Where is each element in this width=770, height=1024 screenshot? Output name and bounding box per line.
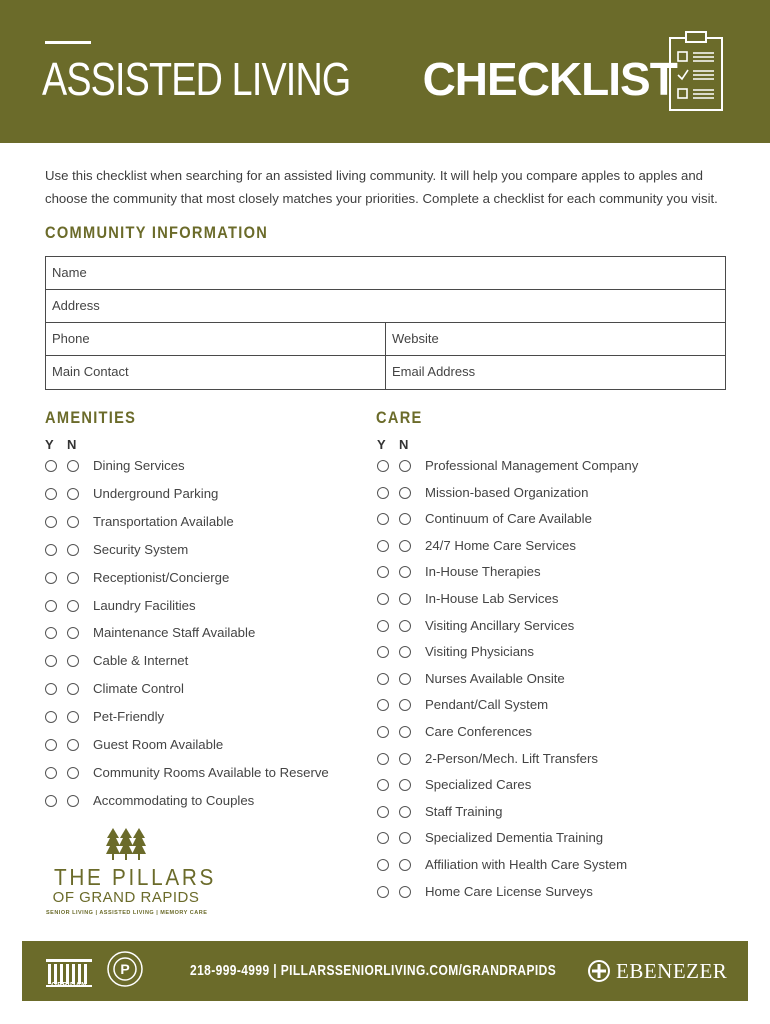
- yes-radio[interactable]: [45, 572, 57, 584]
- yes-radio[interactable]: [45, 460, 57, 472]
- ebenezer-logo: [588, 957, 727, 985]
- name-row: [46, 257, 725, 290]
- no-radio[interactable]: [67, 655, 79, 667]
- checklist-item-label: Security System: [93, 541, 189, 557]
- checklist-item-label: Pendant/Call System: [425, 697, 549, 713]
- yes-radio[interactable]: [377, 673, 389, 685]
- pillars-logo: [46, 828, 216, 923]
- no-radio[interactable]: [67, 516, 79, 528]
- checklist-item-label: Mission-based Organization: [425, 484, 589, 500]
- ebenezer-cross-icon: [588, 960, 610, 982]
- checklist-item-label: Dining Services: [93, 458, 185, 473]
- no-radio[interactable]: [399, 753, 411, 765]
- email-field[interactable]: Email Address: [392, 364, 476, 379]
- yes-radio[interactable]: [377, 726, 389, 738]
- no-radio[interactable]: [399, 566, 411, 578]
- checklist-item-label: Affiliation with Health Care System: [425, 857, 628, 872]
- checklist-item-label: 24/7 Home Care Services: [425, 537, 576, 553]
- no-radio[interactable]: [67, 795, 79, 807]
- main-contact-field[interactable]: Main Contact: [46, 356, 386, 389]
- yes-radio[interactable]: [45, 795, 57, 807]
- phone-website-row: [46, 323, 725, 356]
- no-radio[interactable]: [67, 544, 79, 556]
- contact-email-row: [46, 356, 725, 389]
- pine-trees-icon: [106, 828, 146, 860]
- no-radio[interactable]: [399, 699, 411, 711]
- checklist-item-label: Laundry Facilities: [93, 597, 196, 613]
- checklist-item-label: Staff Training: [425, 803, 503, 819]
- no-radio[interactable]: [399, 859, 411, 871]
- yes-radio[interactable]: [377, 540, 389, 552]
- pillars-name-line1: THE PILLARS: [54, 864, 216, 890]
- community-info-heading: COMMUNITY INFORMATION: [45, 223, 269, 242]
- yes-radio[interactable]: [377, 566, 389, 578]
- no-radio[interactable]: [399, 832, 411, 844]
- amenities-heading: AMENITIES: [45, 408, 137, 427]
- checklist-item-label: In-House Lab Services: [425, 591, 559, 606]
- no-radio[interactable]: [67, 627, 79, 639]
- no-radio[interactable]: [67, 460, 79, 472]
- checklist-item-label: Care Conferences: [425, 724, 533, 739]
- oppidan-label: OPPIDAN: [51, 982, 87, 989]
- no-radio[interactable]: [399, 593, 411, 605]
- clipboard-checklist-icon: [668, 30, 724, 112]
- amenities-n-header: N: [67, 437, 77, 452]
- checklist-item-label: Accommodating to Couples: [93, 792, 255, 808]
- checklist-item-label: Guest Room Available: [93, 737, 224, 752]
- intro-paragraph: Use this checklist when searching for an assisted living community. It will help you compare apples to apples and choose the community that most closely matches your priorities. Complete a checklist for each community you visit.: [45, 168, 718, 206]
- no-radio[interactable]: [67, 572, 79, 584]
- checklist-item-label: Pet-Friendly: [93, 709, 165, 725]
- pillars-seal-icon: [106, 950, 144, 988]
- no-radio[interactable]: [67, 767, 79, 779]
- yes-radio[interactable]: [377, 646, 389, 658]
- footer-banner: [22, 941, 748, 1001]
- no-radio[interactable]: [399, 646, 411, 658]
- no-radio[interactable]: [399, 779, 411, 791]
- address-row: [46, 290, 725, 323]
- care-n-header: N: [399, 437, 409, 452]
- website-field[interactable]: Website: [392, 331, 439, 346]
- no-radio[interactable]: [67, 711, 79, 723]
- page-title: [42, 52, 677, 108]
- no-radio[interactable]: [399, 620, 411, 632]
- phone-field[interactable]: Phone: [46, 323, 386, 355]
- yes-radio[interactable]: [377, 832, 389, 844]
- checklist-item-label: Continuum of Care Available: [425, 511, 592, 527]
- yes-radio[interactable]: [377, 779, 389, 791]
- care-heading: CARE: [376, 408, 423, 427]
- checklist-item-label: Receptionist/Concierge: [93, 569, 230, 585]
- checklist-item-label: Nurses Available Onsite: [425, 670, 565, 686]
- yes-radio[interactable]: [377, 593, 389, 605]
- yes-radio[interactable]: [45, 711, 57, 723]
- no-radio[interactable]: [399, 886, 411, 898]
- checklist-item-label: Specialized Dementia Training: [425, 830, 604, 846]
- header-rule: [45, 41, 91, 44]
- checklist-item-label: Visiting Physicians: [425, 644, 534, 660]
- checklist-item-label: 2-Person/Mech. Lift Transfers: [425, 750, 598, 766]
- title-light: ASSISTED LIVING: [42, 53, 351, 105]
- yes-radio[interactable]: [377, 620, 389, 632]
- yes-radio[interactable]: [377, 460, 389, 472]
- ebenezer-wordmark: EBENEZER: [616, 958, 728, 983]
- checklist-item-label: Cable & Internet: [93, 653, 189, 669]
- checklist-item-label: Specialized Cares: [425, 777, 532, 793]
- name-field[interactable]: Name: [52, 265, 87, 280]
- checklist-item-label: In-House Therapies: [425, 564, 541, 580]
- pillars-tagline: SENIOR LIVING | ASSISTED LIVING | MEMORY CARE: [46, 910, 208, 916]
- yes-radio[interactable]: [45, 627, 57, 639]
- community-info-table: [45, 256, 726, 390]
- yes-radio[interactable]: [45, 739, 57, 751]
- header-banner: [0, 0, 770, 143]
- checklist-item-label: Climate Control: [93, 681, 184, 697]
- no-radio[interactable]: [399, 806, 411, 818]
- no-radio[interactable]: [67, 488, 79, 500]
- checklist-item-label: Professional Management Company: [425, 458, 639, 473]
- yes-radio[interactable]: [45, 544, 57, 556]
- no-radio[interactable]: [67, 739, 79, 751]
- no-radio[interactable]: [399, 513, 411, 525]
- yes-radio[interactable]: [377, 753, 389, 765]
- checklist-item-label: Maintenance Staff Available: [93, 625, 256, 641]
- yes-radio[interactable]: [377, 699, 389, 711]
- pillars-name-line2: OF GRAND RAPIDS: [52, 889, 200, 906]
- yes-radio[interactable]: [45, 516, 57, 528]
- footer-contact[interactable]: 218-999-4999 | PILLARSSENIORLIVING.COM/GRANDRAPIDS: [190, 962, 557, 979]
- yes-radio[interactable]: [45, 488, 57, 500]
- checklist-item-label: Underground Parking: [93, 485, 219, 501]
- yes-radio[interactable]: [377, 886, 389, 898]
- care-y-header: Y: [377, 437, 386, 452]
- title-bold: CHECKLIST: [422, 53, 677, 105]
- yes-radio[interactable]: [45, 600, 57, 612]
- checklist-item-label: Community Rooms Available to Reserve: [93, 764, 329, 780]
- yes-radio[interactable]: [45, 767, 57, 779]
- amenities-y-header: Y: [45, 437, 54, 452]
- yes-radio[interactable]: [45, 655, 57, 667]
- no-radio[interactable]: [399, 460, 411, 472]
- no-radio[interactable]: [67, 600, 79, 612]
- no-radio[interactable]: [67, 683, 79, 695]
- yes-radio[interactable]: [377, 859, 389, 871]
- checklist-item-label: Home Care License Surveys: [425, 883, 593, 899]
- yes-radio[interactable]: [45, 683, 57, 695]
- no-radio[interactable]: [399, 726, 411, 738]
- no-radio[interactable]: [399, 673, 411, 685]
- no-radio[interactable]: [399, 487, 411, 499]
- checklist-item-label: Transportation Available: [93, 513, 234, 529]
- yes-radio[interactable]: [377, 487, 389, 499]
- yes-radio[interactable]: [377, 806, 389, 818]
- address-field[interactable]: Address: [52, 298, 100, 313]
- no-radio[interactable]: [399, 540, 411, 552]
- yes-radio[interactable]: [377, 513, 389, 525]
- checklist-item-label: Visiting Ancillary Services: [425, 617, 575, 633]
- seal-letter: P: [120, 961, 130, 977]
